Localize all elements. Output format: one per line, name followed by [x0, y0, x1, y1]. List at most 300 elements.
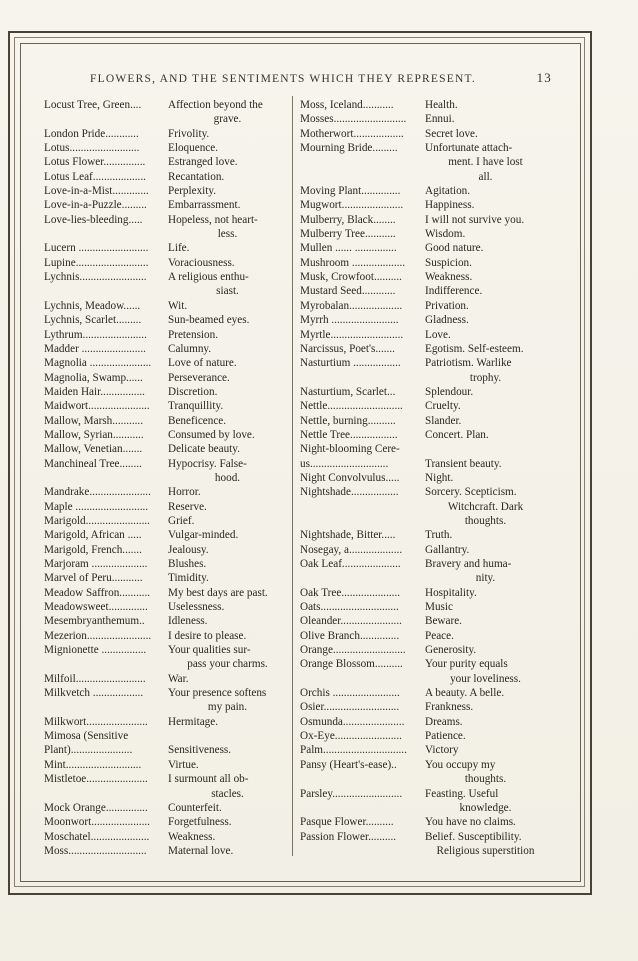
- entry-row: [300, 686, 546, 700]
- entry-row: [300, 328, 546, 342]
- sentiment-continuation: grave.: [213, 113, 242, 126]
- sentiment: Wit.: [168, 299, 188, 312]
- flower-name: Lucern .........................: [44, 242, 149, 255]
- indent-spacer: [300, 170, 425, 184]
- sentiment: You occupy my: [425, 758, 496, 771]
- sentiment: Embarrassment.: [168, 199, 241, 212]
- sentiment: Voraciousness.: [168, 256, 235, 269]
- entry-row: [44, 557, 287, 571]
- sentiment: Peace.: [425, 629, 454, 642]
- indent-spacer: [44, 657, 168, 671]
- entry-row: [44, 299, 287, 313]
- entry-row: [300, 385, 546, 399]
- indent-spacer: [300, 672, 425, 686]
- indent-spacer: [44, 787, 168, 801]
- sentiment: Uselessness.: [168, 601, 225, 614]
- sentiment: Happiness.: [425, 199, 475, 212]
- entry-row: [300, 743, 546, 757]
- flower-name: London Pride............: [44, 127, 139, 140]
- entry-row: [44, 414, 287, 428]
- column-divider: [292, 96, 293, 856]
- sentiment: Hospitality.: [425, 586, 477, 599]
- entry-row: [300, 830, 546, 844]
- entry-row: [44, 715, 287, 729]
- flower-name: Maple ..........................: [44, 500, 149, 513]
- indent-spacer: [300, 500, 425, 514]
- sentiment: Bravery and huma-: [425, 558, 512, 570]
- entry-row: [300, 787, 546, 801]
- flower-name: Nasturtium .................: [300, 357, 401, 370]
- entry-row: [300, 614, 546, 628]
- entry-row: [300, 557, 546, 571]
- entry-row: [300, 457, 546, 471]
- entry-row: [300, 227, 546, 241]
- entry-row: [300, 270, 546, 284]
- entry-continuation: [300, 500, 546, 514]
- indent-spacer: [300, 155, 425, 169]
- entry-row: [300, 485, 546, 499]
- sentiment: Secret love.: [425, 127, 478, 140]
- sentiment: Gallantry.: [425, 543, 470, 556]
- entry-row: [44, 385, 287, 399]
- entry-row: [300, 657, 546, 671]
- entry-row: [44, 198, 287, 212]
- entry-row: [44, 500, 287, 514]
- sentiment: Forgetfulness.: [168, 816, 232, 829]
- sentiment: Timidity.: [168, 572, 209, 585]
- sentiment: Life.: [168, 242, 190, 255]
- sentiment: Victory: [425, 744, 459, 757]
- entry-row: [300, 442, 546, 456]
- sentiment: Your presence softens: [168, 687, 267, 700]
- flower-name: Locust Tree, Green....: [44, 99, 142, 111]
- flower-name: Night-blooming Cere-: [300, 443, 400, 456]
- entry-continuation: [300, 772, 546, 786]
- sentiment: Idleness.: [168, 615, 208, 628]
- sentiment: I will not survive you.: [425, 213, 525, 226]
- indent-spacer: [300, 514, 425, 528]
- sentiment: Your purity equals: [425, 658, 508, 671]
- entry-row: [44, 614, 287, 628]
- sentiment: Calumny.: [168, 342, 212, 355]
- entry-row: [44, 528, 287, 542]
- sentiment: Night.: [425, 471, 454, 484]
- entry-row: [300, 241, 546, 255]
- flower-name: Passion Flower..........: [300, 830, 397, 843]
- flower-name: Mustard Seed............: [300, 285, 396, 298]
- entry-row: [300, 700, 546, 714]
- flower-name: Love-lies-bleeding.....: [44, 213, 143, 226]
- entry-row: [44, 600, 287, 614]
- sentiment: Estranged love.: [168, 156, 238, 169]
- flower-name: Marvel of Peru...........: [44, 572, 143, 585]
- entry-row: [44, 629, 287, 643]
- entry-row: [44, 399, 287, 413]
- entry-row: [300, 112, 546, 126]
- flower-name: Oak Leaf.....................: [300, 558, 401, 570]
- flower-name: Palm..............................: [300, 744, 407, 757]
- sentiment: Wisdom.: [425, 228, 466, 241]
- sentiment: Sensitiveness.: [168, 744, 232, 757]
- entry-row: [44, 514, 287, 528]
- sentiment: Dreams.: [425, 715, 463, 728]
- sentiment: Virtue.: [168, 758, 199, 771]
- flower-name: Mullen ...... ...............: [300, 242, 397, 255]
- flower-name: Mulberry, Black........: [300, 213, 396, 226]
- entry-row: [44, 313, 287, 327]
- flower-name: Marigold, African .....: [44, 529, 142, 542]
- flower-name: Lythrum.......................: [44, 328, 147, 341]
- entry-continuation: [44, 112, 287, 126]
- sentiment: Gladness.: [425, 314, 469, 327]
- sentiment-continuation: less.: [217, 228, 238, 241]
- entry-row: [44, 586, 287, 600]
- flower-name: Lychnis, Scarlet.........: [44, 314, 142, 327]
- entry-row: [300, 729, 546, 743]
- entry-row: [300, 299, 546, 313]
- flower-name: Nightshade.................: [300, 486, 399, 499]
- entry-row: [44, 844, 287, 858]
- sentiment: Counterfeit.: [168, 801, 222, 814]
- sentiment: Truth.: [425, 529, 453, 542]
- flower-name: Myrrh ........................: [300, 314, 399, 327]
- sentiment-continuation: thoughts.: [464, 514, 507, 527]
- sentiment: Health.: [425, 99, 458, 111]
- indent-spacer: [300, 801, 425, 815]
- flower-name: Lychnis, Meadow......: [44, 299, 141, 312]
- sentiment: Good nature.: [425, 242, 484, 255]
- flower-name: Mallow, Syrian...........: [44, 428, 144, 441]
- flower-name: Osier...........................: [300, 701, 400, 714]
- flower-name: Musk, Crowfoot..........: [300, 271, 402, 284]
- entry-row: [300, 342, 546, 356]
- flower-name: Mint...........................: [44, 758, 142, 771]
- entry-continuation: [44, 284, 287, 298]
- indent-spacer: [44, 700, 168, 714]
- entry-continuation: [300, 801, 546, 815]
- sentiment: Feasting. Useful: [425, 787, 499, 800]
- entry-row: [300, 284, 546, 298]
- flower-name: Motherwort..................: [300, 127, 404, 140]
- sentiment: Blushes.: [168, 558, 207, 570]
- sentiment: Perseverance.: [168, 371, 230, 384]
- sentiment: Affection beyond the: [168, 99, 263, 111]
- entry-row: [300, 815, 546, 829]
- sentiment-continuation: ment. I have lost: [448, 156, 523, 169]
- entry-row: [300, 643, 546, 657]
- flower-name: Maiden Hair................: [44, 385, 145, 398]
- entry-row: [44, 127, 287, 141]
- sentiment: Concert. Plan.: [425, 428, 489, 441]
- flower-name: Lotus.........................: [44, 142, 140, 155]
- sentiment: Transient beauty.: [425, 457, 502, 470]
- entry-row: [300, 198, 546, 212]
- sentiment: Ennui.: [425, 113, 455, 126]
- sentiment: Tranquillity.: [168, 400, 224, 413]
- sentiment: You have no claims.: [425, 816, 516, 829]
- sentiment-continuation: hood.: [214, 471, 241, 484]
- entry-row: [300, 213, 546, 227]
- flower-name: Narcissus, Poet's.......: [300, 342, 395, 355]
- entry-row: [44, 256, 287, 270]
- indent-spacer: [300, 844, 425, 858]
- flower-name: Marjoram ....................: [44, 558, 148, 570]
- flower-name: Madder .......................: [44, 342, 146, 355]
- sentiment-continuation: siast.: [216, 285, 239, 298]
- entry-row: [44, 571, 287, 585]
- sentiment: Beware.: [425, 615, 462, 628]
- sentiment: Privation.: [425, 299, 469, 312]
- flower-name: Marigold, French.......: [44, 543, 142, 556]
- flower-name: Moving Plant..............: [300, 185, 401, 198]
- flower-name: Mistletoe......................: [44, 773, 148, 786]
- flower-name: Night Convolvulus.....: [300, 471, 400, 484]
- sentiment: Sun-beamed eyes.: [168, 314, 250, 327]
- entry-row: [44, 328, 287, 342]
- flower-name: Milfoil.........................: [44, 672, 146, 685]
- entry-continuation: [44, 787, 287, 801]
- sentiment: Jealousy.: [168, 543, 209, 556]
- sentiment: A beauty. A belle.: [425, 687, 505, 700]
- flower-name: Orange Blossom..........: [300, 658, 403, 671]
- entry-row: [300, 399, 546, 413]
- entry-row: [44, 743, 287, 757]
- entry-row: [44, 485, 287, 499]
- entry-continuation: [300, 155, 546, 169]
- entry-continuation: [300, 514, 546, 528]
- sentiment: Reserve.: [168, 500, 207, 513]
- entry-row: [44, 98, 287, 112]
- sentiment: My best days are past.: [168, 586, 268, 599]
- flower-name: Olive Branch..............: [300, 629, 400, 642]
- sentiment: Horror.: [168, 486, 201, 499]
- flower-name: Mushroom ...................: [300, 256, 406, 269]
- entry-row: [300, 98, 546, 112]
- entry-row: [44, 758, 287, 772]
- sentiment: Hermitage.: [168, 715, 219, 728]
- flower-name: Mulberry Tree...........: [300, 228, 396, 241]
- sentiment: Belief. Susceptibility.: [425, 830, 522, 843]
- entry-row: [44, 342, 287, 356]
- sentiment: Egotism. Self-esteem.: [425, 342, 524, 355]
- entry-row: [300, 256, 546, 270]
- sentiment: Sorcery. Scepticism.: [425, 486, 517, 499]
- entry-row: [44, 170, 287, 184]
- flower-name: Mugwort......................: [300, 199, 404, 212]
- sentiment: [425, 442, 546, 456]
- sentiment-continuation: pass your charms.: [187, 658, 268, 671]
- sentiment: Splendour.: [425, 385, 474, 398]
- sentiment: Music: [425, 601, 453, 614]
- running-header: [42, 67, 552, 89]
- entry-row: [44, 686, 287, 700]
- flower-name: Ox-Eye........................: [300, 730, 402, 743]
- entry-row: [300, 184, 546, 198]
- flower-name: Mallow, Marsh...........: [44, 414, 144, 427]
- flower-name: Orchis ........................: [300, 687, 400, 700]
- flower-name: Nightshade, Bitter.....: [300, 529, 396, 542]
- entry-continuation: [300, 571, 546, 585]
- entry-row: [300, 543, 546, 557]
- left-column: [44, 98, 287, 858]
- sentiment: Grief.: [168, 514, 195, 527]
- sentiment: Love of nature.: [168, 357, 237, 370]
- flower-name: Milkvetch ..................: [44, 687, 144, 700]
- indent-spacer: [44, 471, 168, 485]
- flower-name: Marigold.......................: [44, 514, 150, 527]
- flower-name: Nasturtium, Scarlet...: [300, 385, 396, 398]
- entry-row: [44, 141, 287, 155]
- running-title: FLOWERS, AND THE SENTIMENTS WHICH THEY REPRESENT.: [90, 73, 476, 85]
- sentiment: Indifference.: [425, 285, 483, 298]
- flower-name: Lupine..........................: [44, 256, 149, 269]
- entry-row: [44, 428, 287, 442]
- sentiment-continuation: thoughts.: [464, 773, 507, 786]
- flower-name: Oleander......................: [300, 615, 402, 628]
- flower-name: Moss............................: [44, 844, 147, 857]
- entry-row: [44, 241, 287, 255]
- entry-row: [300, 528, 546, 542]
- entry-continuation: [300, 170, 546, 184]
- sentiment: Patience.: [425, 730, 466, 743]
- flower-name: Nettle, burning..........: [300, 414, 396, 427]
- entry-row: [44, 184, 287, 198]
- entry-row: [300, 313, 546, 327]
- flower-name: Meadowsweet..............: [44, 601, 148, 614]
- flower-name: Osmunda......................: [300, 715, 405, 728]
- entry-row: [44, 213, 287, 227]
- sentiment: I surmount all ob-: [168, 773, 249, 786]
- entry-row: [44, 643, 287, 657]
- entry-row: [44, 801, 287, 815]
- entry-row: [44, 672, 287, 686]
- flower-name: Pansy (Heart's-ease)..: [300, 758, 397, 771]
- sentiment-continuation: knowledge.: [459, 801, 512, 814]
- sentiment-continuation: Witchcraft. Dark: [447, 500, 524, 513]
- sentiment: Discretion.: [168, 385, 218, 398]
- entry-row: [44, 815, 287, 829]
- entry-row: [300, 629, 546, 643]
- flower-name: Milkwort......................: [44, 715, 148, 728]
- flower-name: Mourning Bride.........: [300, 142, 398, 155]
- flower-name: Love-in-a-Puzzle.........: [44, 199, 147, 212]
- sentiment-continuation: Religious superstition: [436, 844, 535, 857]
- entry-row: [44, 356, 287, 370]
- flower-name: Nettle...........................: [300, 400, 403, 413]
- flower-name: Mandrake......................: [44, 486, 151, 499]
- sentiment: Consumed by love.: [168, 428, 255, 441]
- sentiment-continuation: nity.: [475, 572, 496, 585]
- flower-name: Love-in-a-Mist.............: [44, 185, 149, 198]
- indent-spacer: [300, 571, 425, 585]
- sentiment: Slander.: [425, 414, 462, 427]
- flower-name: Oats............................: [300, 601, 399, 614]
- flower-name: Lotus Flower...............: [44, 156, 146, 169]
- entry-row: [300, 356, 546, 370]
- sentiment: Perplexity.: [168, 185, 217, 198]
- flower-name: Mallow, Venetian.......: [44, 443, 143, 456]
- sentiment: Eloquence.: [168, 142, 219, 155]
- sentiment: Frankness.: [425, 701, 474, 714]
- flower-name: Mignionette ................: [44, 644, 147, 657]
- flower-name: us............................: [300, 457, 389, 470]
- flower-name: Mesembryanthemum..: [44, 615, 145, 628]
- sentiment: Weakness.: [425, 271, 473, 284]
- entry-row: [44, 155, 287, 169]
- flower-name: Myrobalan...................: [300, 299, 403, 312]
- page-number: 13: [536, 70, 552, 85]
- sentiment: Unfortunate attach-: [425, 142, 513, 155]
- entry-continuation: [44, 471, 287, 485]
- sentiment-continuation: your loveliness.: [450, 672, 521, 685]
- sentiment: Weakness.: [168, 830, 216, 843]
- flower-name: Orange..........................: [300, 644, 406, 657]
- sentiment-continuation: my pain.: [207, 701, 248, 714]
- entry-continuation: [44, 227, 287, 241]
- sentiment: Love.: [425, 328, 451, 341]
- entry-row: [300, 758, 546, 772]
- right-column: [300, 98, 546, 858]
- entry-row: [44, 270, 287, 284]
- flower-name: Oak Tree.....................: [300, 586, 401, 599]
- indent-spacer: [44, 284, 168, 298]
- flower-name: Moonwort.....................: [44, 816, 150, 829]
- entry-row: [300, 414, 546, 428]
- flower-name: Mimosa (Sensitive: [44, 730, 129, 743]
- flower-name: Mosses..........................: [300, 113, 407, 126]
- sentiment: War.: [168, 672, 189, 685]
- flower-name: Magnolia, Swamp......: [44, 371, 143, 384]
- entry-continuation: [300, 844, 546, 858]
- flower-name: Mezerion.......................: [44, 629, 152, 642]
- flower-name: Lotus Leaf...................: [44, 170, 146, 183]
- entry-row: [44, 729, 287, 743]
- flower-name: Mock Orange...............: [44, 801, 148, 814]
- flower-name: Manchineal Tree........: [44, 457, 142, 470]
- entry-row: [44, 371, 287, 385]
- sentiment-continuation: stacles.: [211, 787, 244, 800]
- sentiment: Generosity.: [425, 644, 477, 657]
- entry-row: [300, 127, 546, 141]
- flower-name: Lychnis........................: [44, 271, 147, 284]
- entry-row: [300, 428, 546, 442]
- entry-continuation: [44, 700, 287, 714]
- entry-row: [44, 543, 287, 557]
- sentiment: A religious enthu-: [168, 271, 249, 284]
- entry-row: [300, 715, 546, 729]
- sentiment: Your qualities sur-: [168, 644, 251, 657]
- sentiment: Hypocrisy. False-: [168, 457, 247, 470]
- indent-spacer: [300, 371, 425, 385]
- sentiment: I desire to please.: [168, 629, 247, 642]
- flower-name: Magnolia ......................: [44, 357, 152, 370]
- sentiment: Patriotism. Warlike: [425, 357, 512, 370]
- indent-spacer: [44, 112, 168, 126]
- sentiment: Delicate beauty.: [168, 443, 240, 456]
- entry-continuation: [300, 371, 546, 385]
- entry-continuation: [300, 672, 546, 686]
- sentiment: [168, 729, 287, 743]
- entry-row: [300, 141, 546, 155]
- sentiment: Cruelty.: [425, 400, 461, 413]
- flower-name: Meadow Saffron...........: [44, 586, 151, 599]
- entry-row: [44, 442, 287, 456]
- sentiment: Pretension.: [168, 328, 219, 341]
- sentiment: Agitation.: [425, 185, 471, 198]
- flower-name: Maidwort......................: [44, 400, 150, 413]
- entry-row: [300, 586, 546, 600]
- sentiment: Suspicion.: [425, 256, 472, 269]
